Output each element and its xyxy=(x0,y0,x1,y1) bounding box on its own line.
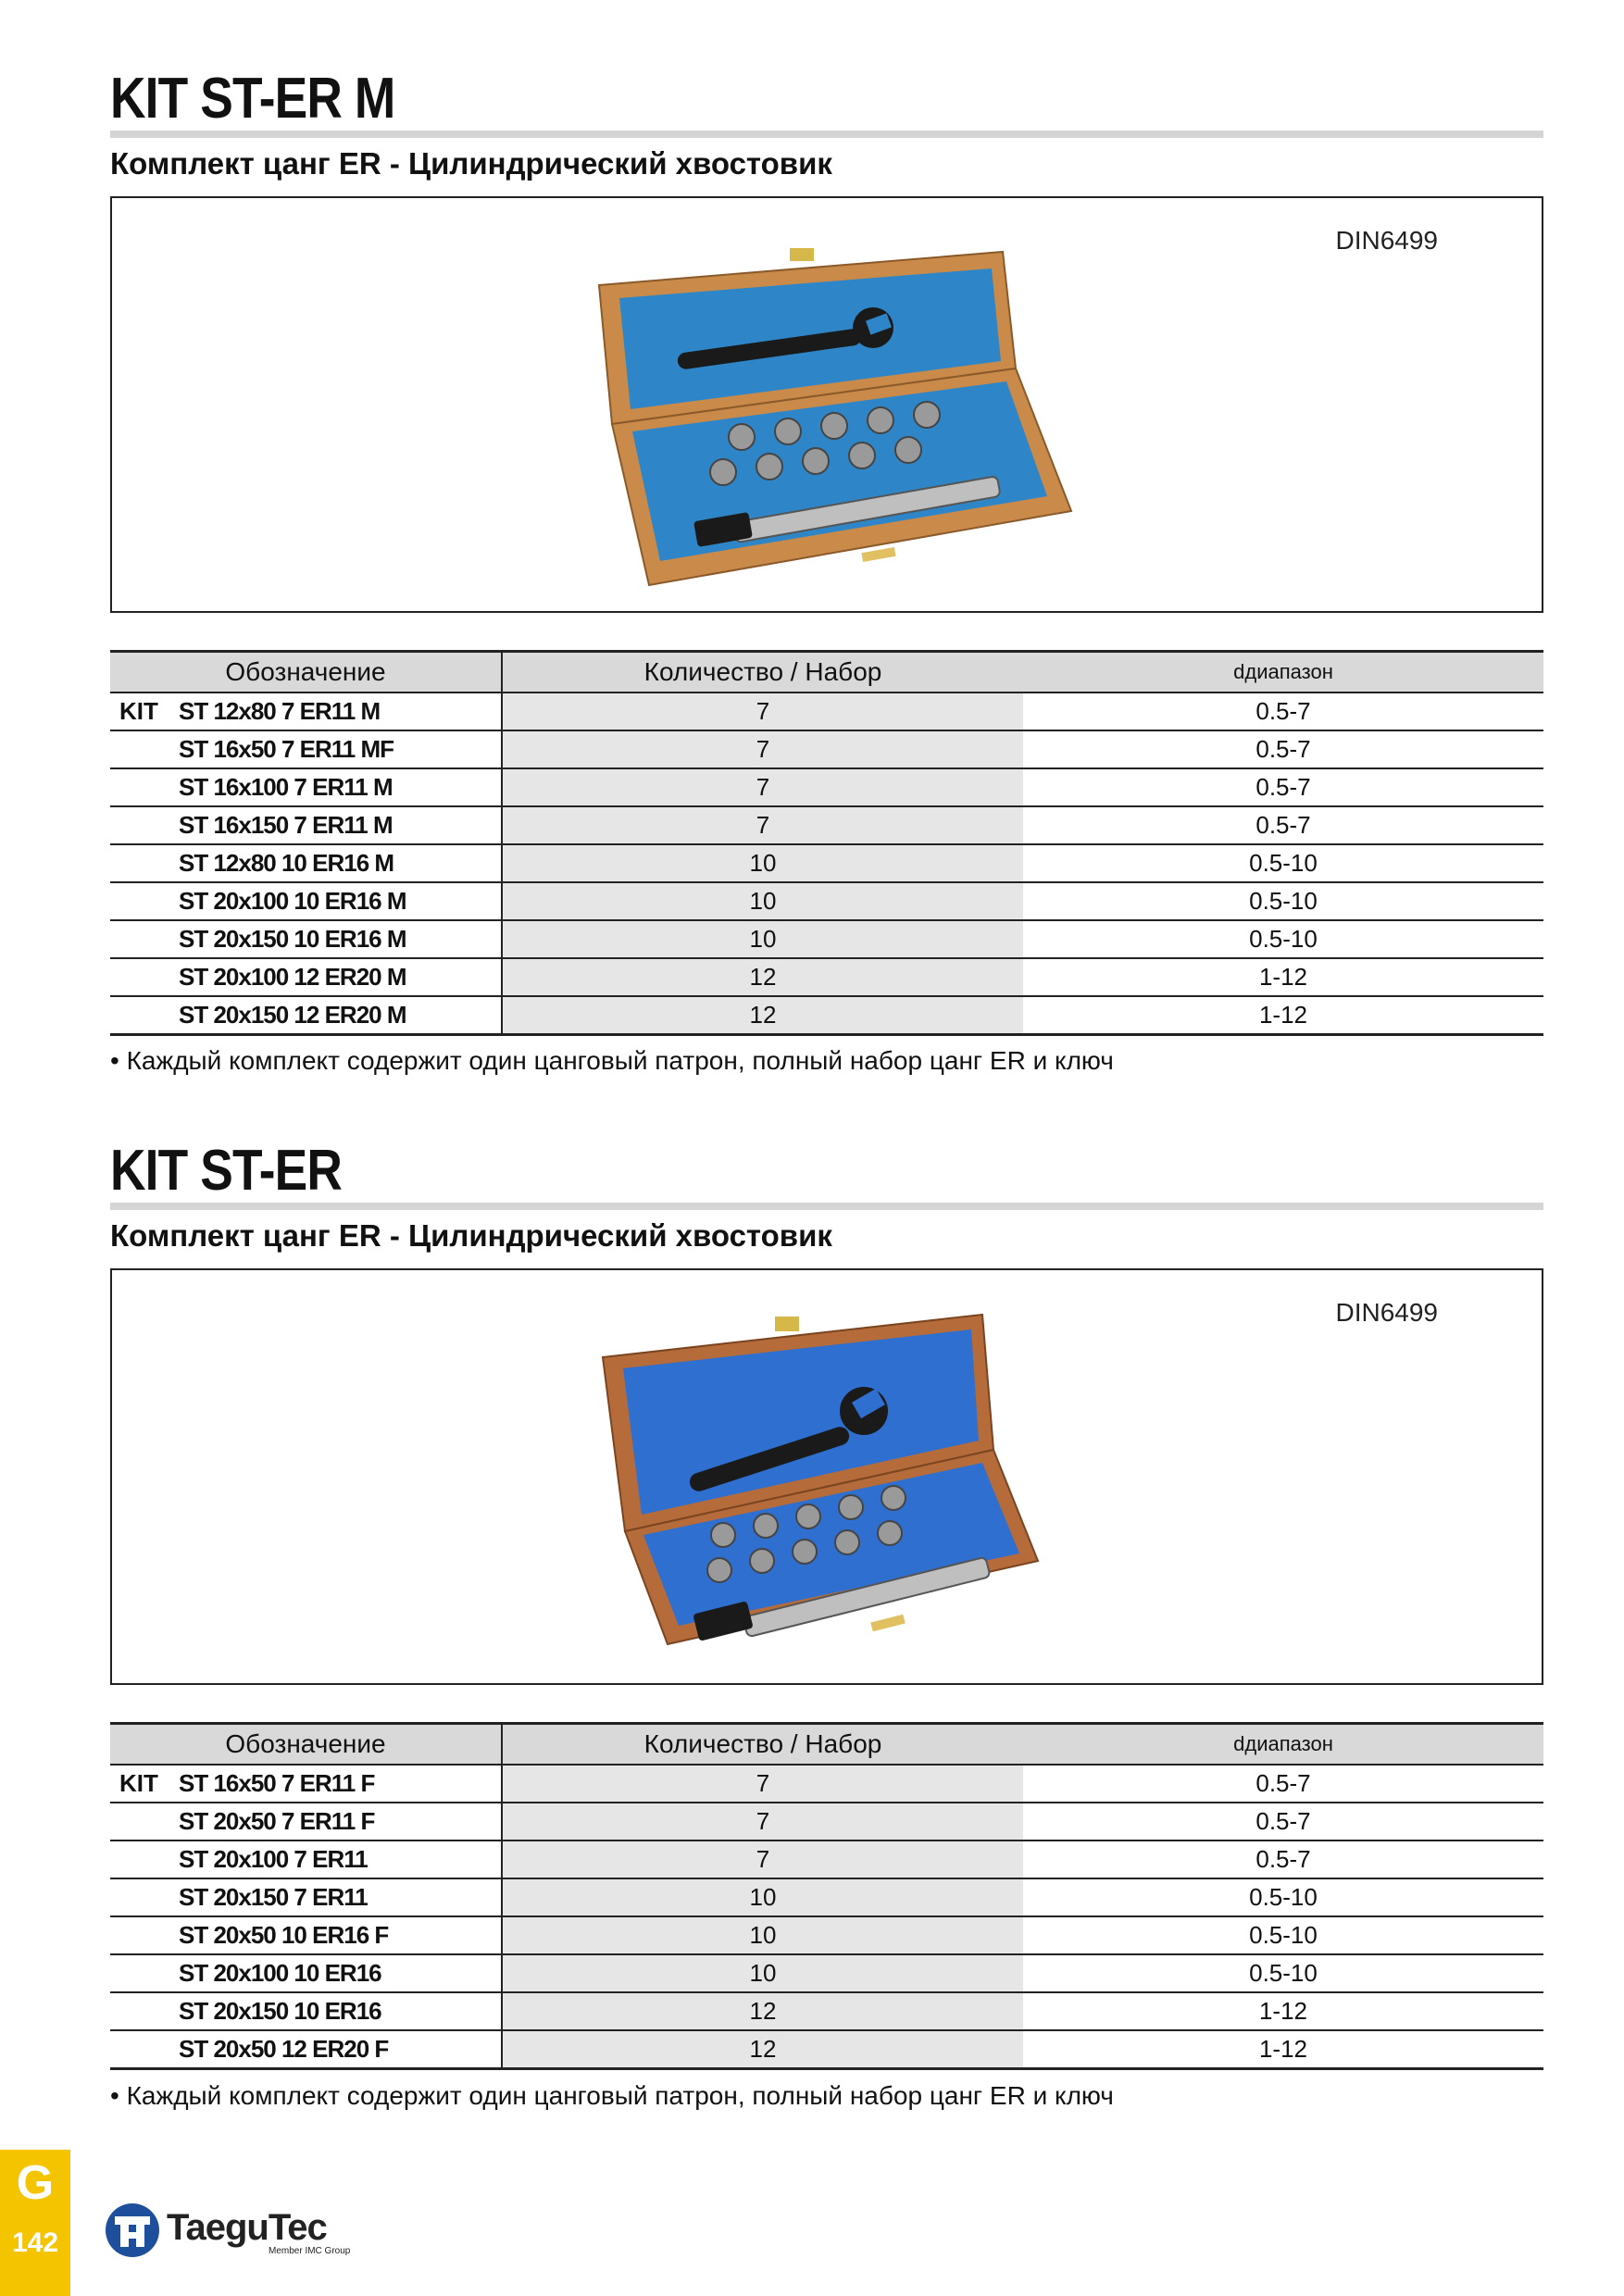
kit-label: KIT xyxy=(110,1765,179,1803)
din-label: DIN6499 xyxy=(1335,1298,1438,1327)
designation-cell: ST 16x100 7 ER11 M xyxy=(179,768,502,806)
designation-cell: ST 20x100 10 ER16 M xyxy=(179,882,502,920)
taegutec-logo-icon xyxy=(104,2202,161,2259)
spec-table xyxy=(110,650,1543,1036)
table-row xyxy=(110,693,1543,730)
header-qty: Количество / Набор xyxy=(502,652,1023,693)
section-subtitle: Комплект цанг ER - Цилиндрический хвостовик xyxy=(110,1218,832,1253)
qty-cell: 7 xyxy=(502,1803,1023,1841)
range-cell: 0.5-10 xyxy=(1023,1878,1543,1916)
table-header-row xyxy=(110,652,1543,693)
product-image-kit-case xyxy=(584,243,1214,604)
header-range: dдиапазон xyxy=(1023,1724,1543,1766)
range-cell: 0.5-10 xyxy=(1023,1954,1543,1992)
designation-cell: ST 20x100 10 ER16 xyxy=(179,1954,502,1992)
title-rule xyxy=(110,1203,1543,1210)
table-row xyxy=(110,882,1543,920)
range-cell: 0.5-7 xyxy=(1023,1841,1543,1878)
kit-label: KIT xyxy=(110,693,179,730)
table-row xyxy=(110,958,1543,996)
designation-cell: ST 20x100 7 ER11 xyxy=(179,1841,502,1878)
section-title: KIT ST-ER xyxy=(110,1139,342,1203)
kit-note: • Каждый комплект содержит один цанговый патрон, полный набор цанг ER и ключ xyxy=(110,2081,1114,2110)
qty-cell: 10 xyxy=(502,1954,1023,1992)
designation-cell: ST 12x80 10 ER16 M xyxy=(179,844,502,882)
designation-cell: ST 16x150 7 ER11 M xyxy=(179,806,502,844)
qty-cell: 10 xyxy=(502,920,1023,958)
range-cell: 0.5-7 xyxy=(1023,806,1543,844)
range-cell: 0.5-10 xyxy=(1023,1916,1543,1954)
range-cell: 0.5-7 xyxy=(1023,1803,1543,1841)
section-subtitle: Комплект цанг ER - Цилиндрический хвостовик xyxy=(110,146,832,181)
header-designation: Обозначение xyxy=(110,652,502,693)
section-title: KIT ST-ER M xyxy=(110,67,395,131)
table-row xyxy=(110,1992,1543,2030)
kit-note: • Каждый комплект содержит один цанговый патрон, полный набор цанг ER и ключ xyxy=(110,1046,1114,1075)
designation-cell: ST 20x150 10 ER16 xyxy=(179,1992,502,2030)
range-cell: 0.5-7 xyxy=(1023,768,1543,806)
table-row xyxy=(110,1803,1543,1841)
designation-cell: ST 20x50 10 ER16 F xyxy=(179,1916,502,1954)
range-cell: 0.5-10 xyxy=(1023,882,1543,920)
table-row xyxy=(110,1916,1543,1954)
chapter-letter: G xyxy=(16,2156,55,2210)
table-row xyxy=(110,806,1543,844)
product-image-box xyxy=(110,1268,1543,1685)
qty-cell: 7 xyxy=(502,1841,1023,1878)
range-cell: 1-12 xyxy=(1023,2030,1543,2069)
table-row xyxy=(110,920,1543,958)
brand-tagline: Member IMC Group xyxy=(269,2246,351,2256)
qty-cell: 12 xyxy=(502,996,1023,1035)
range-cell: 0.5-7 xyxy=(1023,730,1543,768)
designation-cell: ST 20x50 12 ER20 F xyxy=(179,2030,502,2069)
title-rule xyxy=(110,131,1543,138)
table-row xyxy=(110,1954,1543,1992)
table-row xyxy=(110,730,1543,768)
table-row xyxy=(110,768,1543,806)
product-image-box xyxy=(110,196,1543,613)
qty-cell: 10 xyxy=(502,1916,1023,1954)
qty-cell: 7 xyxy=(502,806,1023,844)
designation-cell: ST 12x80 7 ER11 M xyxy=(179,693,502,730)
designation-cell: ST 16x50 7 ER11 F xyxy=(179,1765,502,1803)
qty-cell: 10 xyxy=(502,1878,1023,1916)
table-row xyxy=(110,996,1543,1035)
qty-cell: 7 xyxy=(502,730,1023,768)
range-cell: 0.5-7 xyxy=(1023,693,1543,730)
table-row xyxy=(110,1765,1543,1803)
page-tab xyxy=(0,2150,70,2296)
designation-cell: ST 20x150 7 ER11 xyxy=(179,1878,502,1916)
table-row xyxy=(110,1841,1543,1878)
range-cell: 0.5-10 xyxy=(1023,920,1543,958)
header-range: dдиапазон xyxy=(1023,652,1543,693)
qty-cell: 12 xyxy=(502,958,1023,996)
qty-cell: 12 xyxy=(502,2030,1023,2069)
table-header-row xyxy=(110,1724,1543,1766)
table-row xyxy=(110,1878,1543,1916)
qty-cell: 7 xyxy=(502,768,1023,806)
designation-cell: ST 20x150 12 ER20 M xyxy=(179,996,502,1035)
designation-cell: ST 20x150 10 ER16 M xyxy=(179,920,502,958)
qty-cell: 10 xyxy=(502,844,1023,882)
designation-cell: ST 20x100 12 ER20 M xyxy=(179,958,502,996)
range-cell: 1-12 xyxy=(1023,1992,1543,2030)
range-cell: 1-12 xyxy=(1023,958,1543,996)
header-designation: Обозначение xyxy=(110,1724,502,1766)
spec-table xyxy=(110,1722,1543,2070)
header-qty: Количество / Набор xyxy=(502,1724,1023,1766)
table-row xyxy=(110,2030,1543,2069)
designation-cell: ST 16x50 7 ER11 MF xyxy=(179,730,502,768)
range-cell: 0.5-7 xyxy=(1023,1765,1543,1803)
qty-cell: 7 xyxy=(502,1765,1023,1803)
range-cell: 1-12 xyxy=(1023,996,1543,1035)
qty-cell: 12 xyxy=(502,1992,1023,2030)
page-number: 142 xyxy=(11,2227,59,2258)
range-cell: 0.5-10 xyxy=(1023,844,1543,882)
product-image-kit-case xyxy=(593,1292,1112,1672)
designation-cell: ST 20x50 7 ER11 F xyxy=(179,1803,502,1841)
qty-cell: 7 xyxy=(502,693,1023,730)
din-label: DIN6499 xyxy=(1335,226,1438,255)
table-row xyxy=(110,844,1543,882)
brand-name: TaeguTec xyxy=(167,2207,327,2248)
qty-cell: 10 xyxy=(502,882,1023,920)
